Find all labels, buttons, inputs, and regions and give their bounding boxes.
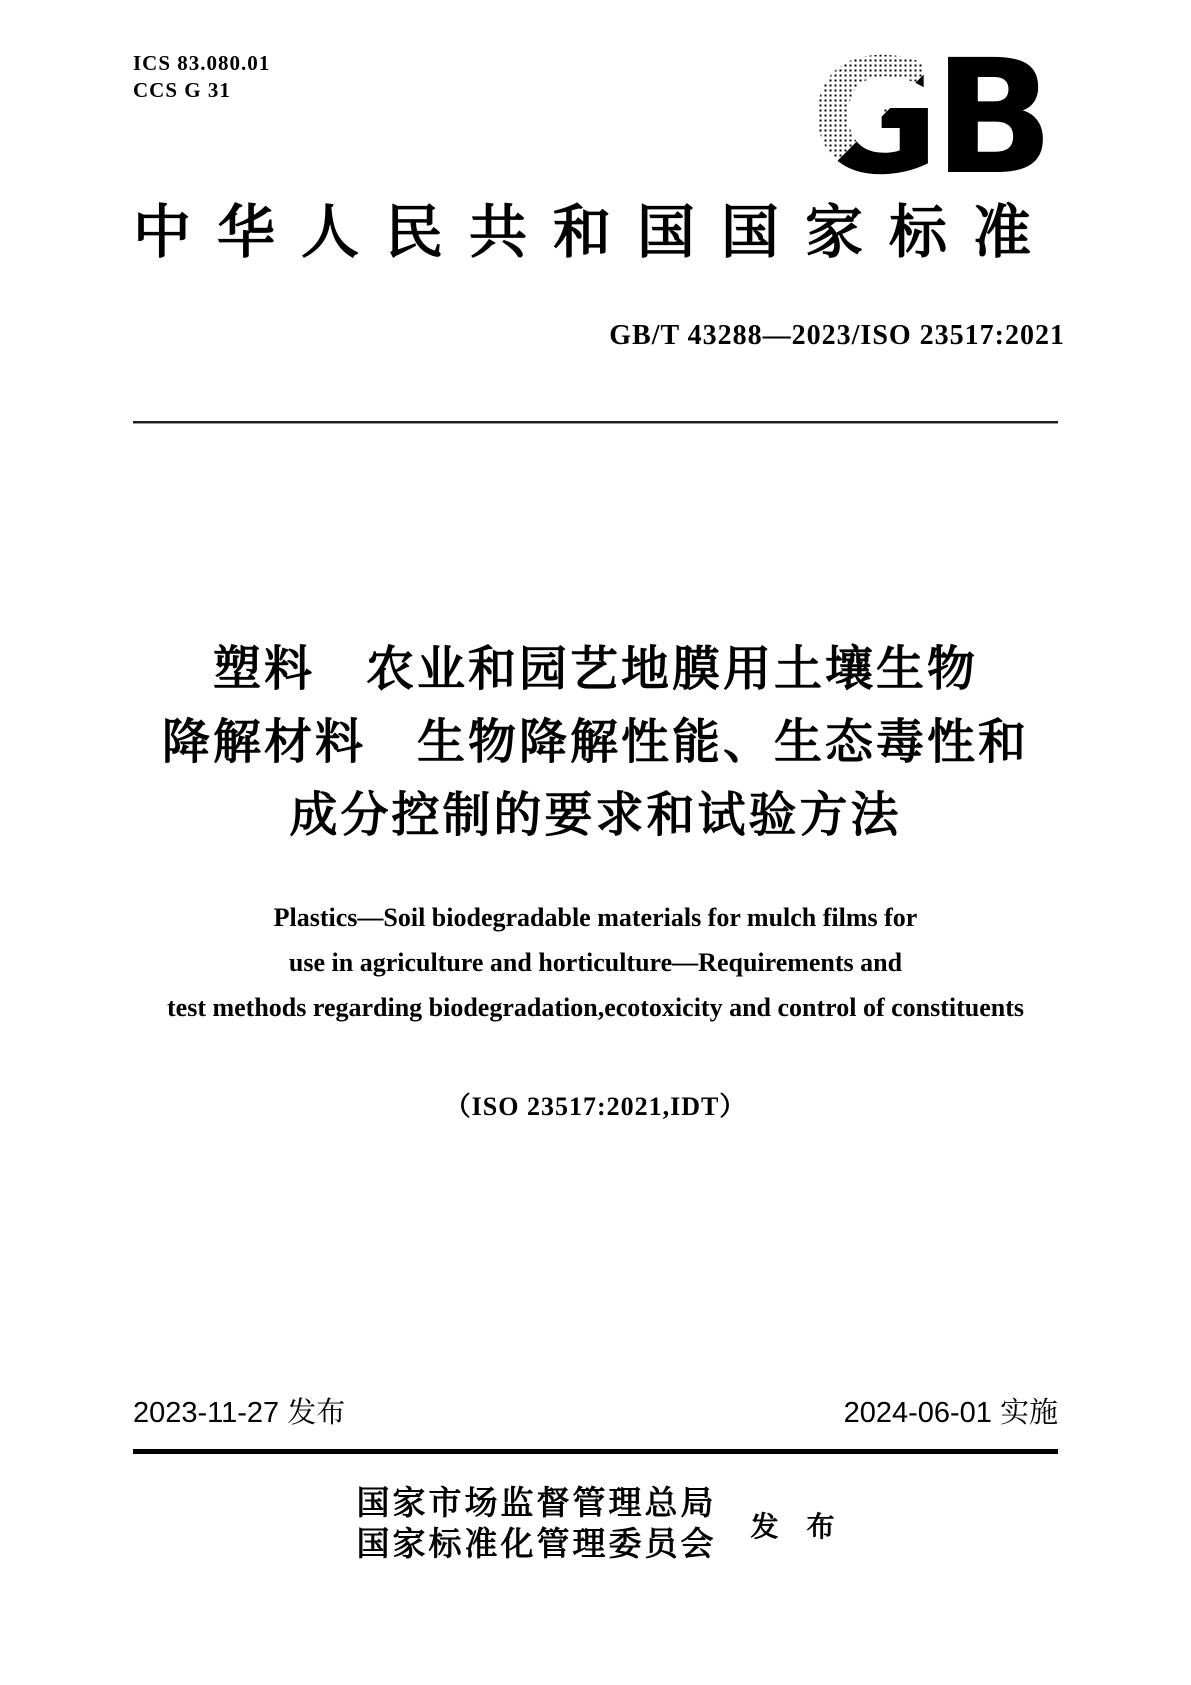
iso-equivalence-note: （ISO 23517:2021,IDT） (444, 1092, 747, 1121)
chinese-title (0, 633, 1191, 852)
english-title-line1: Plastics—Soil biodegradable materials for mulch films for (273, 903, 918, 932)
publish-label: 发 布 (750, 1511, 835, 1542)
publisher-line2: 国家标准化管理委员会 (356, 1527, 717, 1563)
ccs-code: CCS G 31 (133, 78, 231, 102)
issue-date: 2023-11-27 发布 (133, 1397, 346, 1429)
publisher-line1: 国家市场监督管理总局 (356, 1486, 717, 1522)
standard-number: GB/T 43288—2023/ISO 23517:2021 (609, 320, 1065, 351)
ics-code: ICS 83.080.01 (133, 51, 271, 75)
date-row (133, 1390, 1058, 1431)
footer-divider-line (133, 1449, 1058, 1454)
chinese-title-line1: 塑料 农业和园艺地膜用土壤生物 (212, 643, 978, 696)
header-divider-line (133, 421, 1058, 424)
gb-logo: GB (748, 48, 1048, 188)
classification-codes (133, 50, 270, 104)
english-title-line3: test methods regarding biodegradation,ecotoxicity and control of constituents (167, 993, 1024, 1022)
english-title (0, 895, 1191, 1030)
publisher-block (0, 1484, 1191, 1566)
national-standard-banner: 中华人民共和国国家标准 (133, 200, 1058, 265)
chinese-title-line2: 降解材料 生物降解性能、生态毒性和 (161, 716, 1029, 769)
chinese-title-line3: 成分控制的要求和试验方法 (289, 789, 902, 842)
implementation-date: 2024-06-01 实施 (843, 1397, 1058, 1429)
publisher-names (356, 1484, 716, 1566)
english-title-line2: use in agriculture and horticulture—Requirements and (288, 948, 903, 977)
